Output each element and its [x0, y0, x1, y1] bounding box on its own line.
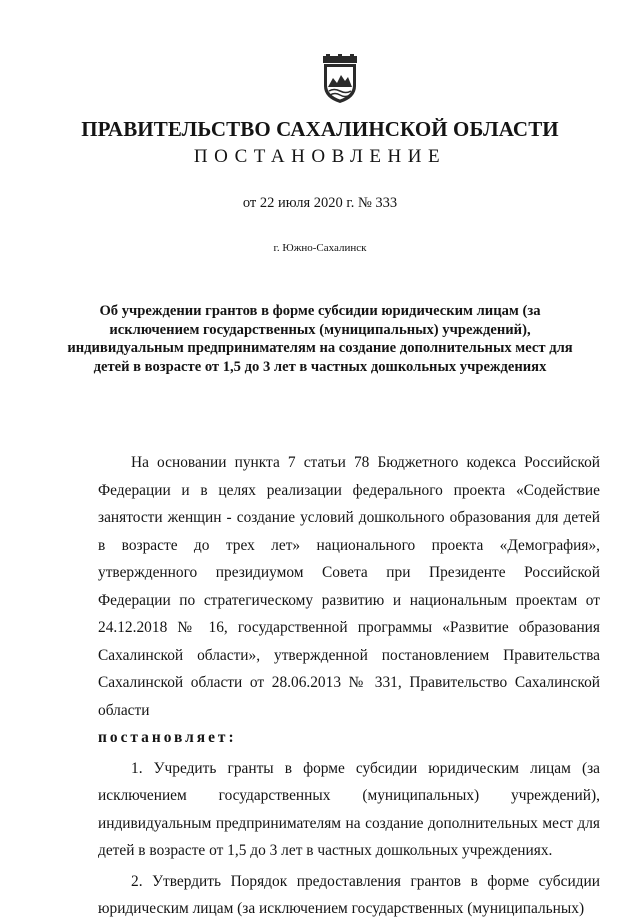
document-date-number: от 22 июля 2020 г. № 333 — [242, 195, 398, 211]
document-type: ПОСТАНОВЛЕНИЕ — [193, 146, 447, 167]
preamble-text: На основании пункта 7 статьи 78 Бюджетного кодекса Российской Федерации и в целях реализации федерального проекта «Содействие занятости женщин - создание условий дошкольного образования для детей в возрасте до трех лет» национального проекта «Демография», утвержденного президиумом Совета при Президенте Российской Федерации по стратегическому развитию и национальным проектам от 24.12.2018 № 16, государственной программы «Развитие образования Сахалинской области», утвержденной постановлением Правительства Сахалинской области от 28.06.2013 № 331, Правительство Сахалинской области — [98, 454, 600, 719]
preamble-paragraph — [98, 449, 600, 752]
document-subject: Об учреждении грантов в форме субсидии юридическим лицам (за исключением государственных (муниципальных) учреждений), индивидуальным предпринимателям на создание дополнительных мест для детей в возрасте от 1,5 до 3 лет в частных дошкольных учреждениях — [67, 303, 573, 375]
decree-word: постановляет: — [98, 729, 237, 746]
item-2-paragraph: 2. Утвердить Порядок предоставления грантов в форме субсидии юридическим лицам (за исключением государственных (муниципальных) — [98, 872, 600, 917]
sakhalin-coat-of-arms-icon — [322, 54, 358, 104]
item-1-paragraph: 1. Учредить гранты в форме субсидии юридическим лицам (за исключением государственных (муниципальных) учреждений), индивидуальным предпринимателям на создание дополнительных мест для детей в возрасте от 1,5 до 3 лет в частных дошкольных учреждениях. — [98, 759, 600, 859]
document-city: г. Южно-Сахалинск — [273, 242, 367, 254]
government-title: ПРАВИТЕЛЬСТВО САХАЛИНСКОЙ ОБЛАСТИ — [81, 117, 559, 141]
document-body — [98, 449, 600, 923]
